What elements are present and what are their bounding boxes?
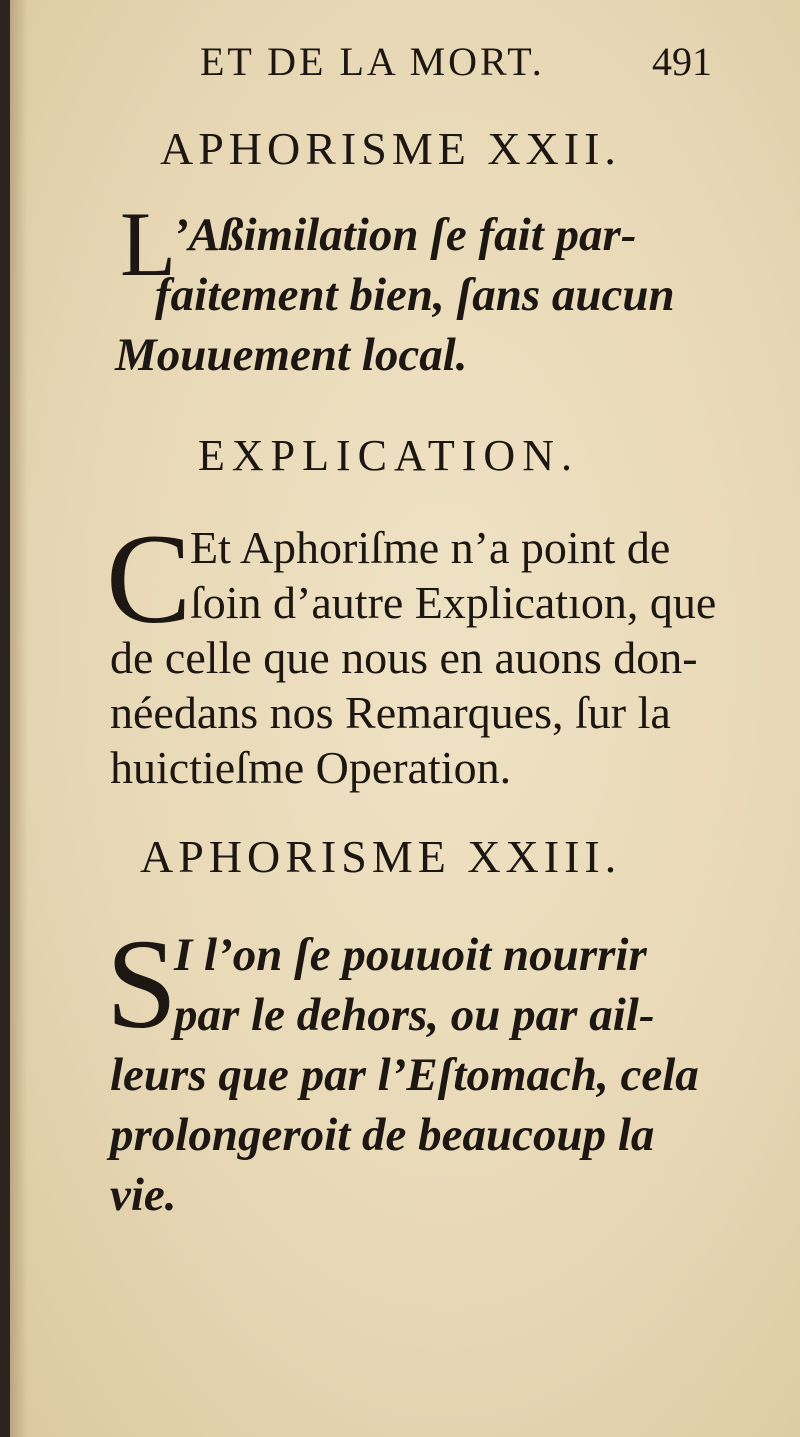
text-line: ’Aßimilation ſe fait par- bbox=[173, 209, 637, 261]
book-page bbox=[10, 0, 800, 1437]
aphorism-22-heading: APHORISME XXII. bbox=[160, 123, 621, 174]
text-line: prolongeroit de beaucoup la bbox=[110, 1109, 655, 1161]
page-number: 491 bbox=[652, 39, 712, 84]
explication-heading: EXPLICATION. bbox=[198, 431, 579, 480]
text-line: de celle que nous en auons don- bbox=[110, 632, 698, 683]
text-line: Et Aphoriſme n’a point de bbox=[190, 522, 671, 573]
text-line: vie. bbox=[110, 1169, 177, 1221]
aphorism-23-text bbox=[110, 925, 699, 1225]
text-line: huictieſme Operation. bbox=[110, 742, 512, 793]
text-line: faitement bien, ſans aucun bbox=[155, 269, 675, 321]
text-line: I l’on ſe pouuoit nourrir bbox=[174, 929, 647, 981]
aphorism-22-drop-cap: L bbox=[120, 193, 177, 295]
aphorism-23-heading: APHORISME XXIII. bbox=[140, 831, 622, 882]
text-line: par le dehors, ou par ail- bbox=[174, 989, 655, 1041]
text-line: Mouuement local. bbox=[115, 329, 468, 381]
aphorism-23-drop-cap: S bbox=[106, 913, 178, 1055]
running-head: ET DE LA MORT. bbox=[200, 39, 545, 84]
text-line: leurs que par l’Eſtomach, cela bbox=[110, 1049, 699, 1101]
aphorism-22-text bbox=[115, 205, 675, 385]
explication-text bbox=[110, 520, 716, 795]
text-line: ſoin d’autre Explicatıon, que bbox=[190, 577, 717, 628]
text-line: néedans nos Remarques, ſur la bbox=[110, 687, 671, 738]
explication-drop-cap: C bbox=[106, 508, 192, 650]
